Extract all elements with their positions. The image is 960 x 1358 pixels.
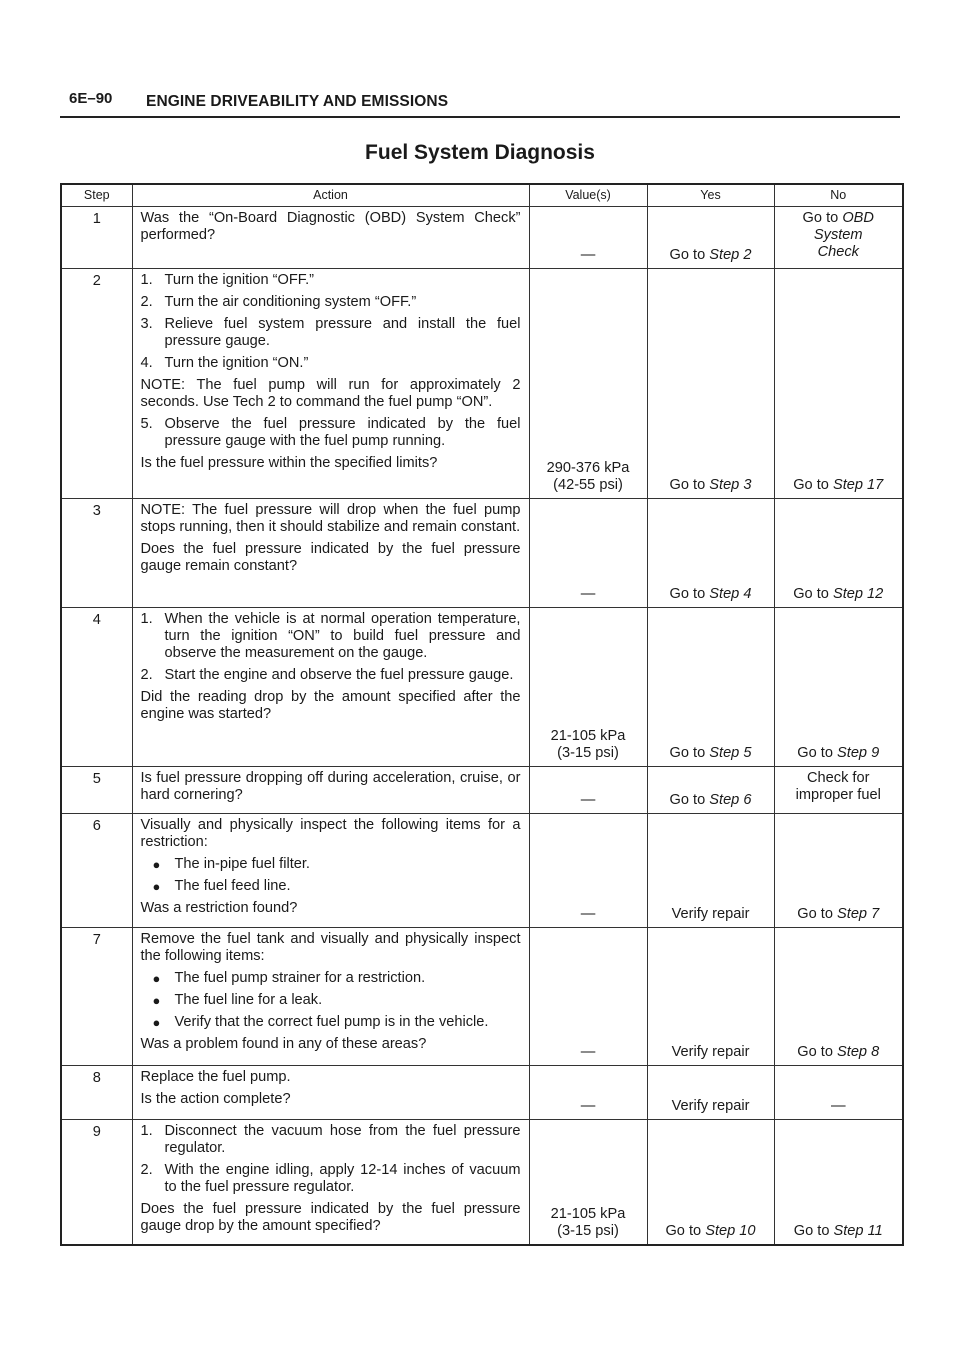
bullet-icon: ● — [152, 993, 161, 1008]
action-cell — [132, 269, 529, 499]
step-reference: OBD — [842, 210, 874, 226]
step-reference: Step 4 — [709, 586, 752, 602]
numbered-item: 1. Turn the ignition “OFF.” — [140, 272, 314, 288]
bullet-icon: ● — [152, 1015, 161, 1030]
table-row — [61, 928, 903, 1066]
no-cell: — — [774, 1066, 903, 1120]
numbered-item: 2. Start the engine and observe the fuel pressure gauge. — [140, 667, 514, 683]
step-number: 4 — [61, 608, 132, 767]
no-cell: Go to Step 8 — [774, 928, 903, 1066]
step-reference: Step 2 — [709, 247, 752, 263]
section-title: ENGINE DRIVEABILITY AND EMISSIONS — [146, 93, 449, 110]
table-row — [61, 1120, 903, 1245]
value-cell: 290-376 kPa (42-55 psi) — [529, 269, 647, 499]
numbered-item: 4. Turn the ignition “ON.” — [140, 355, 309, 371]
table-row — [61, 814, 903, 928]
action-cell — [132, 499, 529, 608]
action-question: Does the fuel pressure indicated by the fuel pressure gauge remain constant? — [140, 541, 521, 574]
action-question: Does the fuel pressure indicated by the fuel pressure gauge drop by the amount specified? — [140, 1201, 521, 1234]
go-to-label: Go to — [802, 210, 839, 226]
bullet-item: ● The in-pipe fuel filter. — [152, 856, 310, 872]
yes-cell: Verify repair — [647, 814, 774, 928]
yes-cell — [647, 207, 774, 269]
step-reference: Step 7 — [837, 906, 880, 922]
bullet-item: ● Verify that the correct fuel pump is in the vehicle. — [152, 1014, 489, 1030]
action-question: Is fuel pressure dropping off during acceleration, cruise, or hard cornering? — [140, 770, 521, 803]
step-reference: Step 6 — [709, 792, 752, 808]
numbered-item: 1. Disconnect the vacuum hose from the fuel pressure regulator. — [140, 1123, 521, 1156]
bullet-item: ● The fuel feed line. — [152, 878, 291, 894]
action-cell — [132, 608, 529, 767]
action-question: Did the reading drop by the amount specified after the engine was started? — [140, 689, 521, 722]
no-cell: Go to Step 17 — [774, 269, 903, 499]
action-cell — [132, 1066, 529, 1120]
table-row — [61, 269, 903, 499]
action-question: Was a problem found in any of these areas? — [140, 1036, 427, 1052]
step-reference: Step 3 — [709, 477, 752, 493]
step-number: 7 — [61, 928, 132, 1066]
numbered-item: 3. Relieve fuel system pressure and install the fuel pressure gauge. — [140, 316, 521, 349]
step-number: 5 — [61, 767, 132, 814]
value-cell: 21-105 kPa (3-15 psi) — [529, 1120, 647, 1245]
note-text: NOTE: The fuel pump will run for approximately 2 seconds. Use Tech 2 to command the fuel pump “ON”. — [140, 377, 521, 410]
action-cell — [132, 814, 529, 928]
action-text: Replace the fuel pump. — [140, 1069, 291, 1085]
yes-cell: Verify repair — [647, 928, 774, 1066]
yes-cell: Go to Step 3 — [647, 269, 774, 499]
table-header-row — [61, 184, 903, 207]
document-title: Fuel System Diagnosis — [365, 141, 595, 164]
value-cell: — — [529, 499, 647, 608]
step-reference: Step 5 — [709, 745, 752, 761]
table-row — [61, 767, 903, 814]
page-number: 6E–90 — [69, 90, 113, 107]
value-cell: — — [529, 928, 647, 1066]
step-reference: Step 17 — [832, 477, 884, 493]
yes-cell: Go to Step 4 — [647, 499, 774, 608]
yes-cell: Go to Step 6 — [647, 767, 774, 814]
no-cell: Go to Step 7 — [774, 814, 903, 928]
column-header-no: No — [774, 184, 903, 207]
bullet-icon: ● — [152, 879, 161, 894]
diagnosis-table — [60, 183, 904, 1246]
table-row — [61, 499, 903, 608]
no-cell: Go to Step 12 — [774, 499, 903, 608]
numbered-item: 1. When the vehicle is at normal operation temperature, turn the ignition “ON” to build fuel pressure and observe the measurement on the gauge. — [140, 611, 521, 661]
action-text: Visually and physically inspect the following items for a restriction: — [140, 817, 521, 850]
action-text: Remove the fuel tank and visually and physically inspect the following items: — [140, 931, 521, 964]
no-cell: Go to Step 11 — [774, 1120, 903, 1245]
numbered-item: 2. With the engine idling, apply 12-14 inches of vacuum to the fuel pressure regulator. — [140, 1162, 521, 1195]
value-cell: — — [529, 814, 647, 928]
bullet-icon: ● — [152, 971, 161, 986]
table-row — [61, 207, 903, 269]
bullet-item: ● The fuel pump strainer for a restriction. — [152, 970, 426, 986]
page-header — [60, 88, 900, 118]
numbered-item: 5. Observe the fuel pressure indicated by the fuel pressure gauge with the fuel pump running. — [140, 416, 521, 449]
action-question: Was a restriction found? — [140, 900, 298, 916]
no-cell: Check for improper fuel — [774, 767, 903, 814]
no-cell: Go to Step 9 — [774, 608, 903, 767]
bullet-icon: ● — [152, 857, 161, 872]
yes-cell: Verify repair — [647, 1066, 774, 1120]
step-number: 3 — [61, 499, 132, 608]
column-header-values: Value(s) — [529, 184, 647, 207]
step-reference: Step 9 — [837, 745, 880, 761]
step-number: 1 — [61, 207, 132, 269]
yes-cell: Go to Step 10 — [647, 1120, 774, 1245]
column-header-yes: Yes — [647, 184, 774, 207]
table-row — [61, 1066, 903, 1120]
action-question: Is the action complete? — [140, 1091, 291, 1107]
step-reference: Step 10 — [705, 1222, 756, 1239]
step-number: 6 — [61, 814, 132, 928]
step-number: 8 — [61, 1066, 132, 1120]
value-cell: — — [529, 1066, 647, 1120]
action-cell — [132, 1120, 529, 1245]
action-question: Is the fuel pressure within the specified limits? — [140, 455, 438, 471]
go-to-label: Go to — [669, 247, 706, 263]
step-number: 9 — [61, 1120, 132, 1245]
step-reference: Step 11 — [833, 1222, 883, 1239]
action-cell — [132, 928, 529, 1066]
bullet-item: ● The fuel line for a leak. — [152, 992, 323, 1008]
step-reference: System — [813, 227, 863, 243]
value-cell: 21-105 kPa (3-15 psi) — [529, 608, 647, 767]
table-row — [61, 608, 903, 767]
step-reference: Check — [817, 244, 859, 260]
numbered-item: 2. Turn the air conditioning system “OFF.” — [140, 294, 417, 310]
column-header-action: Action — [132, 184, 529, 207]
value-cell: — — [529, 207, 647, 269]
column-header-step: Step — [61, 184, 132, 207]
action-cell — [132, 207, 529, 269]
action-cell — [132, 767, 529, 814]
action-text: Was the “On-Board Diagnostic (OBD) System Check” performed? — [140, 210, 521, 243]
step-reference: Step 8 — [837, 1044, 880, 1060]
value-cell: — — [529, 767, 647, 814]
yes-cell: Go to Step 5 — [647, 608, 774, 767]
step-reference: Step 12 — [832, 586, 884, 602]
step-number: 2 — [61, 269, 132, 499]
note-text: NOTE: The fuel pressure will drop when the fuel pump stops running, then it should stabilize and remain constant. — [140, 502, 521, 535]
no-cell — [774, 207, 903, 269]
